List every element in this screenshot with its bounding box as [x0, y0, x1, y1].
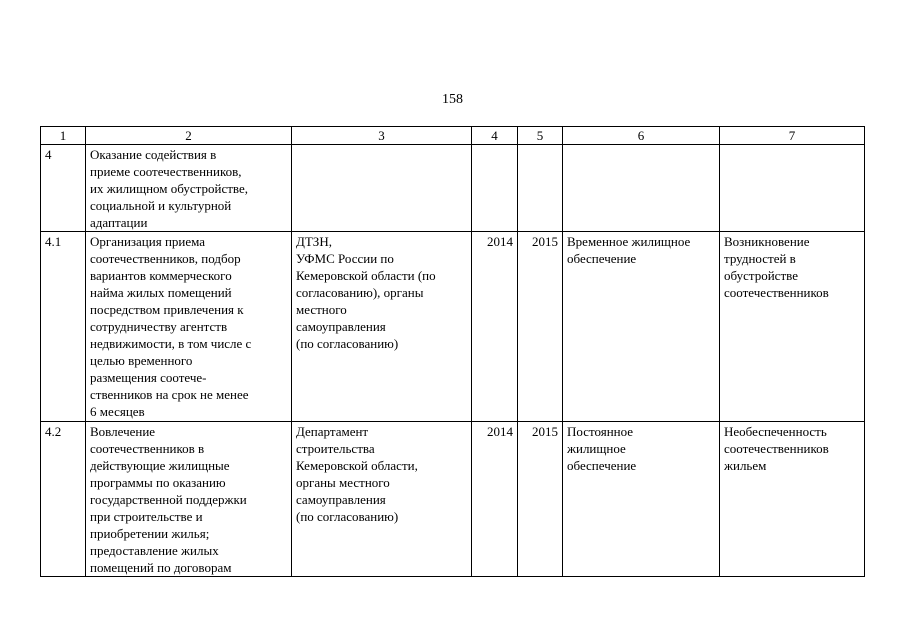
activity-cell: Оказание содействия в приеме соотечественников, их жилищном обустройстве, социальной и культурной адаптации [86, 145, 292, 232]
row-number-cell: 4.2 [41, 422, 86, 577]
column-header: 4 [472, 127, 518, 145]
table-row [41, 422, 865, 577]
consequence-cell: Возникновение трудностей в обустройстве соотечественников [720, 232, 865, 422]
table-row [41, 145, 865, 232]
consequence-cell [720, 145, 865, 232]
end-year-cell: 2015 [518, 422, 563, 577]
executor-cell: ДТЗН, УФМС России по Кемеровской области (по согласованию), органы местного самоуправления (по согласованию) [292, 232, 472, 422]
column-header: 7 [720, 127, 865, 145]
column-header: 2 [86, 127, 292, 145]
result-cell: Постоянное жилищное обеспечение [563, 422, 720, 577]
executor-cell: Департамент строительства Кемеровской области, органы местного самоуправления (по согласованию) [292, 422, 472, 577]
result-cell [563, 145, 720, 232]
activity-cell: Организация приема соотечественников, подбор вариантов коммерческого найма жилых помещений посредством привлечения к сотрудничеству агентств недвижимости, в том числе с целью временного размещения соотече- ственников на срок не менее 6 месяцев [86, 232, 292, 422]
table-row [41, 232, 865, 422]
start-year-cell [472, 145, 518, 232]
activity-cell: Вовлечение соотечественников в действующие жилищные программы по оказанию государственной поддержки при строительстве и приобретении жилья; предоставление жилых помещений по договорам [86, 422, 292, 577]
column-header: 3 [292, 127, 472, 145]
column-header: 6 [563, 127, 720, 145]
end-year-cell [518, 145, 563, 232]
consequence-cell: Необеспеченность соотечественников жильем [720, 422, 865, 577]
result-cell: Временное жилищное обеспечение [563, 232, 720, 422]
start-year-cell: 2014 [472, 232, 518, 422]
measures-table [40, 126, 865, 577]
page-number: 158 [442, 92, 463, 107]
start-year-cell: 2014 [472, 422, 518, 577]
executor-cell [292, 145, 472, 232]
row-number-cell: 4.1 [41, 232, 86, 422]
column-number-row [41, 127, 865, 145]
column-header: 5 [518, 127, 563, 145]
column-header: 1 [41, 127, 86, 145]
row-number-cell: 4 [41, 145, 86, 232]
end-year-cell: 2015 [518, 232, 563, 422]
